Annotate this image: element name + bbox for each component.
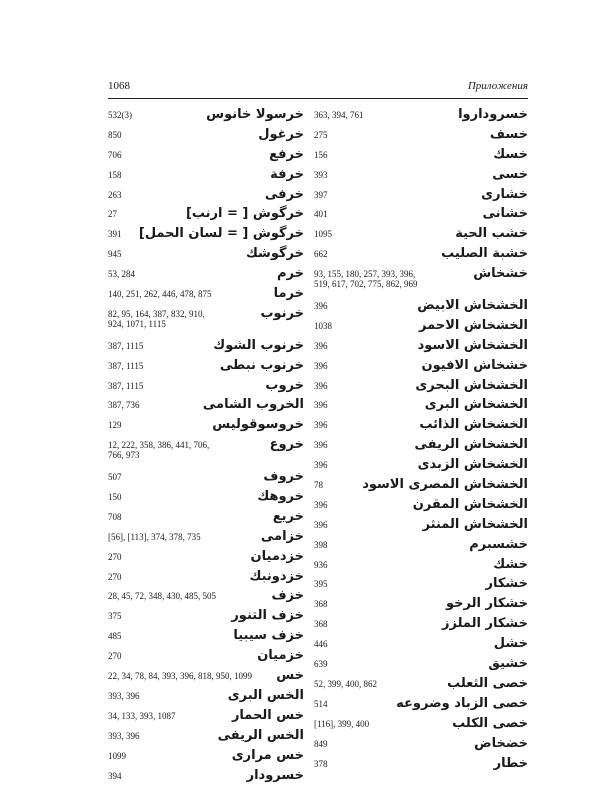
index-entry — [108, 357, 304, 377]
page-references: 393, 396 — [108, 691, 140, 701]
index-entry — [314, 377, 528, 397]
page-references: 945 — [108, 249, 122, 259]
index-entry — [314, 496, 528, 516]
arabic-term: خسف — [490, 126, 528, 144]
arabic-term: خطار — [494, 755, 528, 773]
index-entry — [314, 735, 528, 755]
index-entry — [108, 488, 304, 508]
arabic-term: خريع — [273, 508, 304, 526]
page-references: 396 — [314, 301, 328, 311]
index-entry — [108, 225, 304, 245]
page-references: 387, 736 — [108, 400, 140, 410]
page-references: 378 — [314, 759, 328, 769]
index-entry — [314, 755, 528, 775]
arabic-term: خشكار الملزز — [442, 615, 528, 633]
arabic-term: الخشخاش الريفى — [415, 436, 528, 454]
index-entry — [314, 265, 528, 297]
page-references: 12, 222, 358, 386, 441, 706, 766, 973 — [108, 440, 209, 460]
arabic-term: خس — [276, 667, 304, 685]
page-references: 639 — [314, 659, 328, 669]
index-entry — [314, 186, 528, 206]
page-references: 158 — [108, 170, 122, 180]
arabic-term: خرفة — [270, 166, 304, 184]
page-references: 397 — [314, 190, 328, 200]
arabic-term: الخشخاش البرى — [425, 396, 528, 414]
arabic-term: خرما — [274, 285, 304, 303]
index-entry — [108, 647, 304, 667]
arabic-term: الخشخاش الاحمر — [419, 317, 528, 335]
page-references: 514 — [314, 699, 328, 709]
page-references: [116], 399, 400 — [314, 719, 369, 729]
arabic-term: خزف — [271, 587, 304, 605]
index-entry — [314, 615, 528, 635]
arabic-term: خشل — [494, 635, 528, 653]
arabic-term: خسى — [492, 166, 528, 184]
index-entry — [108, 607, 304, 627]
index-entry — [108, 377, 304, 397]
index-entry — [314, 575, 528, 595]
page-references: 662 — [314, 249, 328, 259]
index-entry — [314, 436, 528, 456]
arabic-term: خرفع — [269, 146, 304, 164]
index-entry — [108, 337, 304, 357]
page-references: 391 — [108, 229, 122, 239]
arabic-term: الخشخاش الذائب — [419, 416, 528, 434]
index-entry — [314, 695, 528, 715]
page-references: 396 — [314, 361, 328, 371]
arabic-term: خزدونبك — [249, 568, 304, 586]
arabic-term: الخشخاش الاسود — [418, 337, 528, 355]
index-entry — [314, 456, 528, 476]
page-references: 27 — [108, 209, 117, 219]
arabic-term: خروب — [265, 377, 304, 395]
arabic-term: خسروداروا — [458, 106, 528, 124]
page-references: 396 — [314, 440, 328, 450]
arabic-term: خشخاش الافيون — [421, 357, 528, 375]
page-references: 401 — [314, 209, 328, 219]
arabic-term: خروسوقوليس — [212, 416, 304, 434]
arabic-term: خشكار — [485, 575, 528, 593]
index-entry — [108, 205, 304, 225]
arabic-term: خرنوب الشوك — [213, 337, 304, 355]
page-references: 395 — [314, 579, 328, 589]
page-references: 52, 399, 400, 862 — [314, 679, 377, 689]
index-entry — [108, 667, 304, 687]
page-references: 140, 251, 262, 446, 478, 875 — [108, 289, 212, 299]
index-entry — [314, 106, 528, 126]
index-entry — [108, 416, 304, 436]
arabic-term: الخشخاش البحرى — [415, 377, 528, 395]
arabic-term: الخشخاش المقرن — [413, 496, 528, 514]
index-entry — [314, 516, 528, 536]
index-entry — [108, 528, 304, 548]
arabic-term: خزدميان — [251, 548, 304, 566]
page-references: 393, 396 — [108, 731, 140, 741]
index-entry — [314, 635, 528, 655]
arabic-term: خصى الثعلب — [447, 675, 528, 693]
arabic-term: الخشخاش الزبدى — [418, 456, 528, 474]
arabic-term: خرگوشك — [246, 245, 304, 263]
page-references: 396 — [314, 500, 328, 510]
right-column — [314, 106, 528, 774]
index-entry — [108, 146, 304, 166]
page-references: 78 — [314, 480, 323, 490]
page-references: 1095 — [314, 229, 332, 239]
page-header — [108, 80, 528, 96]
arabic-term: خسك — [493, 146, 528, 164]
page-references: 396 — [314, 400, 328, 410]
index-entry — [314, 205, 528, 225]
arabic-term: خرگوش [ = لسان الحمل] — [139, 225, 304, 243]
arabic-term: خرسولا خانوس — [206, 106, 304, 124]
page-references: 263 — [108, 190, 122, 200]
index-entry — [314, 715, 528, 735]
index-entry — [314, 126, 528, 146]
index-entry — [108, 767, 304, 786]
page-references: 34, 133, 393, 1087 — [108, 711, 176, 721]
arabic-term: الخشخاش المصرى الاسود — [362, 476, 528, 494]
running-title: Приложения — [468, 80, 528, 92]
index-entry — [108, 285, 304, 305]
page-references: 82, 95, 164, 387, 832, 910, 924, 1071, 1115 — [108, 309, 205, 329]
index-entry — [314, 317, 528, 337]
page-references: 507 — [108, 472, 122, 482]
arabic-term: خشب الحية — [455, 225, 528, 243]
page-references: 446 — [314, 639, 328, 649]
index-entry — [314, 146, 528, 166]
page-references: 396 — [314, 381, 328, 391]
index-entry — [108, 627, 304, 647]
index-entry — [314, 245, 528, 265]
left-column — [108, 106, 304, 786]
arabic-term: خشارى — [481, 186, 528, 204]
page-references: 53, 284 — [108, 269, 135, 279]
page-references: 396 — [314, 460, 328, 470]
arabic-term: خرفى — [265, 186, 304, 204]
arabic-term: خشكار الرخو — [446, 595, 528, 613]
arabic-term: خشبة الصليب — [441, 245, 528, 263]
index-entry — [314, 416, 528, 436]
page-references: 363, 394, 761 — [314, 110, 364, 120]
arabic-term: خرم — [277, 265, 304, 283]
index-entry — [314, 337, 528, 357]
index-entry — [314, 655, 528, 675]
index-entry — [108, 265, 304, 285]
page-references: 849 — [314, 739, 328, 749]
page-references: 398 — [314, 540, 328, 550]
page-references: 129 — [108, 420, 122, 430]
index-entry — [108, 106, 304, 126]
page-references: 936 — [314, 560, 328, 570]
arabic-term: خرنوب نبطى — [220, 357, 304, 375]
index-entry — [314, 396, 528, 416]
page-references: 387, 1115 — [108, 381, 143, 391]
arabic-term: خصى الكلب — [452, 715, 528, 733]
index-entry — [108, 568, 304, 588]
arabic-term: خشسبرم — [469, 536, 528, 554]
index-entry — [108, 468, 304, 488]
page-references: 387, 1115 — [108, 361, 143, 371]
page-references: 368 — [314, 619, 328, 629]
page-references: 396 — [314, 520, 328, 530]
index-entry — [314, 297, 528, 317]
index-entry — [108, 305, 304, 337]
arabic-term: خشخاش — [473, 265, 528, 283]
index-entry — [108, 548, 304, 568]
arabic-term: خس مرارى — [232, 747, 304, 765]
arabic-term: الخس البرى — [228, 687, 304, 705]
page-references: 28, 45, 72, 348, 430, 485, 505 — [108, 591, 216, 601]
arabic-term: خروف — [263, 468, 304, 486]
page-references: 393 — [314, 170, 328, 180]
arabic-term: الخشخاش الابيض — [417, 297, 528, 315]
arabic-term: خروع — [270, 436, 304, 454]
arabic-term: خسرودار — [247, 767, 304, 785]
index-entry — [108, 727, 304, 747]
page-references: 156 — [314, 150, 328, 160]
index-entry — [108, 126, 304, 146]
arabic-term: خشك — [493, 556, 528, 574]
arabic-term: الخس الريفى — [218, 727, 304, 745]
arabic-term: الخروب الشامى — [203, 396, 304, 414]
index-entry — [108, 587, 304, 607]
index-entry — [108, 245, 304, 265]
page-references: [56], [113], 374, 378, 735 — [108, 532, 201, 542]
page-references: 150 — [108, 492, 122, 502]
page-references: 1038 — [314, 321, 332, 331]
page-references: 375 — [108, 611, 122, 621]
index-entry — [314, 166, 528, 186]
index-entry — [314, 536, 528, 556]
page-references: 396 — [314, 341, 328, 351]
index-entry — [108, 186, 304, 206]
page-references: 708 — [108, 512, 122, 522]
arabic-term: خزامى — [261, 528, 304, 546]
page-references: 93, 155, 180, 257, 393, 396, 519, 617, 702, 775, 862, 969 — [314, 269, 418, 289]
page-references: 270 — [108, 572, 122, 582]
page-references: 1099 — [108, 751, 126, 761]
arabic-term: خزميان — [257, 647, 304, 665]
arabic-term: خشيق — [488, 655, 528, 673]
arabic-term: خس الحمار — [232, 707, 304, 725]
page-references: 387, 1115 — [108, 341, 143, 351]
page-references: 275 — [314, 130, 328, 140]
page-references: 396 — [314, 420, 328, 430]
arabic-term: الخشخاش المنثر — [423, 516, 528, 534]
index-entry — [108, 747, 304, 767]
arabic-term: خزف التنور — [231, 607, 304, 625]
arabic-term: خشانى — [482, 205, 528, 223]
index-entry — [314, 225, 528, 245]
index-entry — [314, 595, 528, 615]
arabic-term: خروهك — [257, 488, 304, 506]
index-entry — [108, 166, 304, 186]
arabic-term: خضخاض — [474, 735, 528, 753]
index-entry — [314, 476, 528, 496]
arabic-term: خرگوش [ = ارنب] — [186, 205, 304, 223]
index-entry — [108, 687, 304, 707]
arabic-term: خصى الزباد وضروعه — [396, 695, 528, 713]
arabic-term: خرنوب — [260, 305, 304, 323]
arabic-term: خرغول — [258, 126, 304, 144]
page-references: 22, 34, 78, 84, 393, 396, 818, 950, 1099 — [108, 671, 252, 681]
index-entry — [314, 675, 528, 695]
index-entry — [314, 357, 528, 377]
page-number: 1068 — [108, 80, 130, 92]
arabic-term: خزف سيبيا — [233, 627, 304, 645]
index-entry — [108, 396, 304, 416]
index-entry — [314, 556, 528, 576]
page-references: 394 — [108, 771, 122, 781]
page-references: 850 — [108, 130, 122, 140]
page-references: 368 — [314, 599, 328, 609]
index-entry — [108, 707, 304, 727]
page-references: 706 — [108, 150, 122, 160]
page-references: 270 — [108, 552, 122, 562]
header-rule — [108, 98, 528, 99]
page-references: 270 — [108, 651, 122, 661]
page-references: 485 — [108, 631, 122, 641]
page-references: 532(3) — [108, 110, 132, 120]
index-entry — [108, 436, 304, 468]
index-entry — [108, 508, 304, 528]
